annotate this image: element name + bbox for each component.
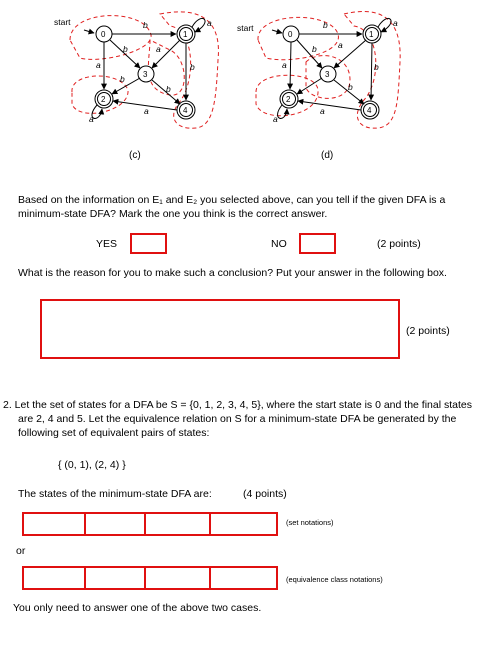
svg-text:b: b xyxy=(348,82,353,92)
dfa-diagrams xyxy=(0,0,478,165)
svg-text:2: 2 xyxy=(286,95,291,104)
caption-c: (c) xyxy=(129,150,141,161)
reason-answer-box[interactable] xyxy=(40,299,400,359)
question1-points: (2 points) xyxy=(377,238,421,250)
footer-note: You only need to answer one of the above two cases. xyxy=(13,602,262,614)
svg-text:4: 4 xyxy=(367,106,372,115)
svg-text:a: a xyxy=(89,114,94,124)
svg-text:2: 2 xyxy=(101,95,106,104)
svg-text:3: 3 xyxy=(143,70,148,79)
svg-text:a: a xyxy=(156,44,161,54)
set-notation-label: (set notations) xyxy=(286,518,334,527)
states-prompt: The states of the minimum-state DFA are: xyxy=(18,488,212,500)
svg-text:1: 1 xyxy=(369,30,374,39)
svg-text:1: 1 xyxy=(183,30,188,39)
svg-text:b: b xyxy=(312,44,317,54)
svg-text:b: b xyxy=(123,44,128,54)
question2-prompt: 2. Let the set of states for a DFA be S = {0, 1, 2, 3, 4, 5}, where the start state is 0 and the final states are 2, 4 and 5. Let the equivalence relation on S for a minimum-state DFA be generated by the following set of equivalent pairs of states: xyxy=(3,399,472,439)
svg-text:a: a xyxy=(320,106,325,116)
svg-text:a: a xyxy=(273,114,278,124)
start-label-c: start xyxy=(54,17,71,27)
svg-text:a: a xyxy=(144,106,149,116)
class-notation-cell[interactable] xyxy=(22,566,86,590)
start-label-d: start xyxy=(237,23,254,33)
svg-text:b: b xyxy=(323,20,328,30)
yes-checkbox[interactable] xyxy=(130,233,167,254)
svg-text:b: b xyxy=(143,20,148,30)
svg-text:b: b xyxy=(166,84,171,94)
svg-text:4: 4 xyxy=(183,106,188,115)
set-notation-cell[interactable] xyxy=(209,512,278,536)
svg-text:0: 0 xyxy=(101,30,106,39)
question2-points: (4 points) xyxy=(243,488,287,500)
reason-prompt: What is the reason for you to make such a conclusion? Put your answer in the following box. xyxy=(18,267,447,279)
set-notation-cell[interactable] xyxy=(144,512,211,536)
svg-text:a: a xyxy=(207,18,212,28)
svg-text:b: b xyxy=(120,74,125,84)
svg-text:b: b xyxy=(374,62,379,72)
no-label: NO xyxy=(271,238,287,250)
svg-text:3: 3 xyxy=(325,70,330,79)
svg-text:a: a xyxy=(282,60,287,70)
equivalent-pairs: { (0, 1), (2, 4) } xyxy=(58,459,126,471)
svg-text:0: 0 xyxy=(288,30,293,39)
svg-text:a: a xyxy=(393,18,398,28)
set-notation-cell[interactable] xyxy=(84,512,146,536)
question1-prompt: Based on the information on E₁ and E₂ you selected above, can you tell if the given DFA is a minimum-state DFA? Mark the one you think is the correct answer. xyxy=(18,194,446,220)
class-notation-row xyxy=(22,566,278,590)
svg-text:a: a xyxy=(338,40,343,50)
class-notation-cell[interactable] xyxy=(209,566,278,590)
caption-d: (d) xyxy=(321,150,334,161)
no-checkbox[interactable] xyxy=(299,233,336,254)
set-notation-row xyxy=(22,512,278,536)
svg-text:a: a xyxy=(96,60,101,70)
svg-text:b: b xyxy=(190,62,195,72)
or-label: or xyxy=(16,545,26,557)
class-notation-label: (equivalence class notations) xyxy=(286,575,383,584)
class-notation-cell[interactable] xyxy=(144,566,211,590)
yes-label: YES xyxy=(96,238,118,250)
class-notation-cell[interactable] xyxy=(84,566,146,590)
set-notation-cell[interactable] xyxy=(22,512,86,536)
reason-points: (2 points) xyxy=(406,325,450,337)
